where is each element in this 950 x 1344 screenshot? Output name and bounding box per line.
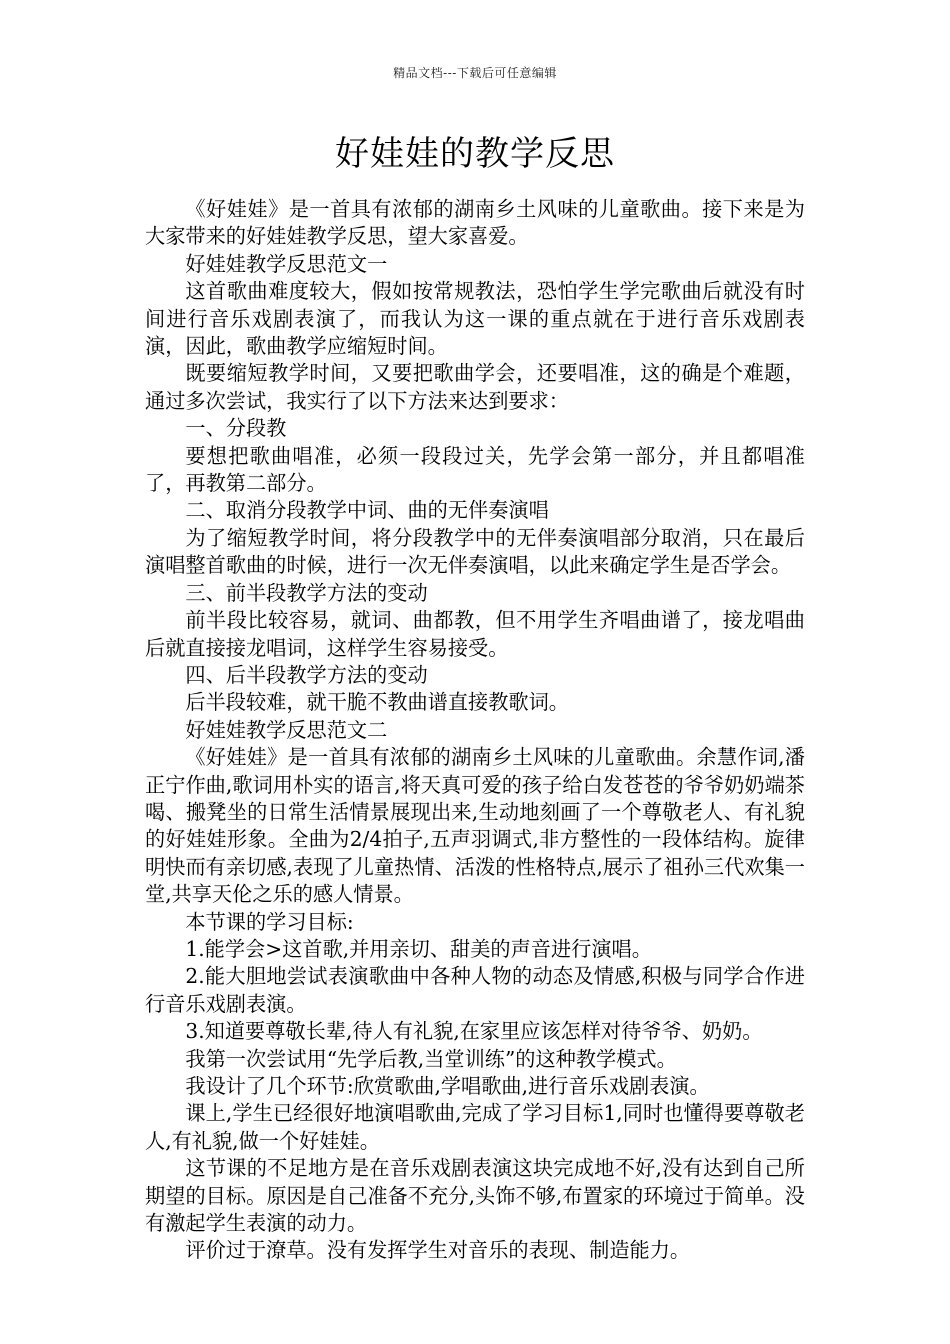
list-item: 2.能大胆地尝试表演歌曲中各种人物的动态及情感,积极与同学合作进行音乐戏剧表演。 — [145, 964, 805, 1016]
paragraph: 课上,学生已经很好地演唱歌曲,完成了学习目标1,同时也懂得要尊敬老人,有礼貌,做一个好娃娃。 — [145, 1101, 805, 1153]
document-body — [145, 196, 805, 1265]
paragraph: 评价过于潦草。没有发挥学生对音乐的表现、制造能力。 — [185, 1238, 691, 1263]
page-header: 精品文档---下载后可任意编辑 — [393, 66, 557, 80]
paragraph: 本节课的学习目标: — [185, 909, 354, 934]
subheading: 一、分段教 — [185, 416, 287, 441]
paragraph: 后半段较难，就干脆不教曲谱直接教歌词。 — [185, 690, 569, 715]
paragraph: 为了缩短教学时间，将分段教学中的无伴奏演唱部分取消，只在最后演唱整首歌曲的时候，进行一次无伴奏演唱，以此来确定学生是否学会。 — [145, 525, 805, 578]
list-item: 3.知道要尊敬长辈,待人有礼貌,在家里应该怎样对待爷爷、奶奶。 — [185, 1019, 763, 1044]
paragraph: 《好娃娃》是一首具有浓郁的湖南乡土风味的儿童歌曲。余慧作词,潘正宁作曲,歌词用朴实的语言,将天真可爱的孩子给白发苍苍的爷爷奶奶端茶喝、搬凳坐的日常生活情景展现出来,生动地刻画了一个尊敬老人、有礼貌的好娃娃形象。全曲为2/4拍子,五声羽调式,非方整性的一段体结构。旋律明快而有亲切感,表现了儿童热情、活泼的性格特点,展示了祖孙三代欢集一堂,共享天伦之乐的感人情景。 — [145, 745, 805, 907]
document-title: 好娃娃的教学反思 — [335, 134, 615, 174]
paragraph: 前半段比较容易，就词、曲都教，但不用学生齐唱曲谱了，接龙唱曲后就直接接龙唱词，这样学生容易接受。 — [145, 608, 805, 660]
subheading: 三、前半段教学方法的变动 — [185, 580, 428, 605]
paragraph: 我设计了几个环节:欣赏歌曲,学唱歌曲,进行音乐戏剧表演。 — [185, 1074, 710, 1098]
section-heading: 好娃娃教学反思范文一 — [185, 251, 388, 276]
paragraph: 这首歌曲难度较大，假如按常规教法，恐怕学生学完歌曲后就没有时间进行音乐戏剧表演了，而我认为这一课的重点就在于进行音乐戏剧表演，因此，歌曲教学应缩短时间。 — [145, 279, 805, 359]
paragraph: 要想把歌曲唱准，必须一段段过关，先学会第一部分，并且都唱准了，再教第二部分。 — [145, 443, 805, 496]
paragraph: 我第一次尝试用“先学后教,当堂训练”的这种教学模式。 — [185, 1046, 677, 1071]
paragraph: 既要缩短教学时间，又要把歌曲学会，还要唱准，这的确是个难题，通过多次尝试，我实行了以下方法来达到要求： — [145, 361, 805, 413]
section-heading: 好娃娃教学反思范文二 — [185, 717, 388, 742]
subheading: 二、取消分段教学中词、曲的无伴奏演唱 — [185, 498, 549, 523]
paragraph: 《好娃娃》是一首具有浓郁的湖南乡土风味的儿童歌曲。接下来是为大家带来的好娃娃教学反思，望大家喜爱。 — [145, 197, 805, 249]
list-item: 1.能学会>这首歌,并用亲切、甜美的声音进行演唱。 — [185, 936, 652, 961]
subheading: 四、后半段教学方法的变动 — [185, 662, 428, 687]
paragraph: 这节课的不足地方是在音乐戏剧表演这块完成地不好,没有达到自己所期望的目标。原因是自己准备不充分,头饰不够,布置家的环境过于简单。没有激起学生表演的动力。 — [145, 1156, 805, 1236]
